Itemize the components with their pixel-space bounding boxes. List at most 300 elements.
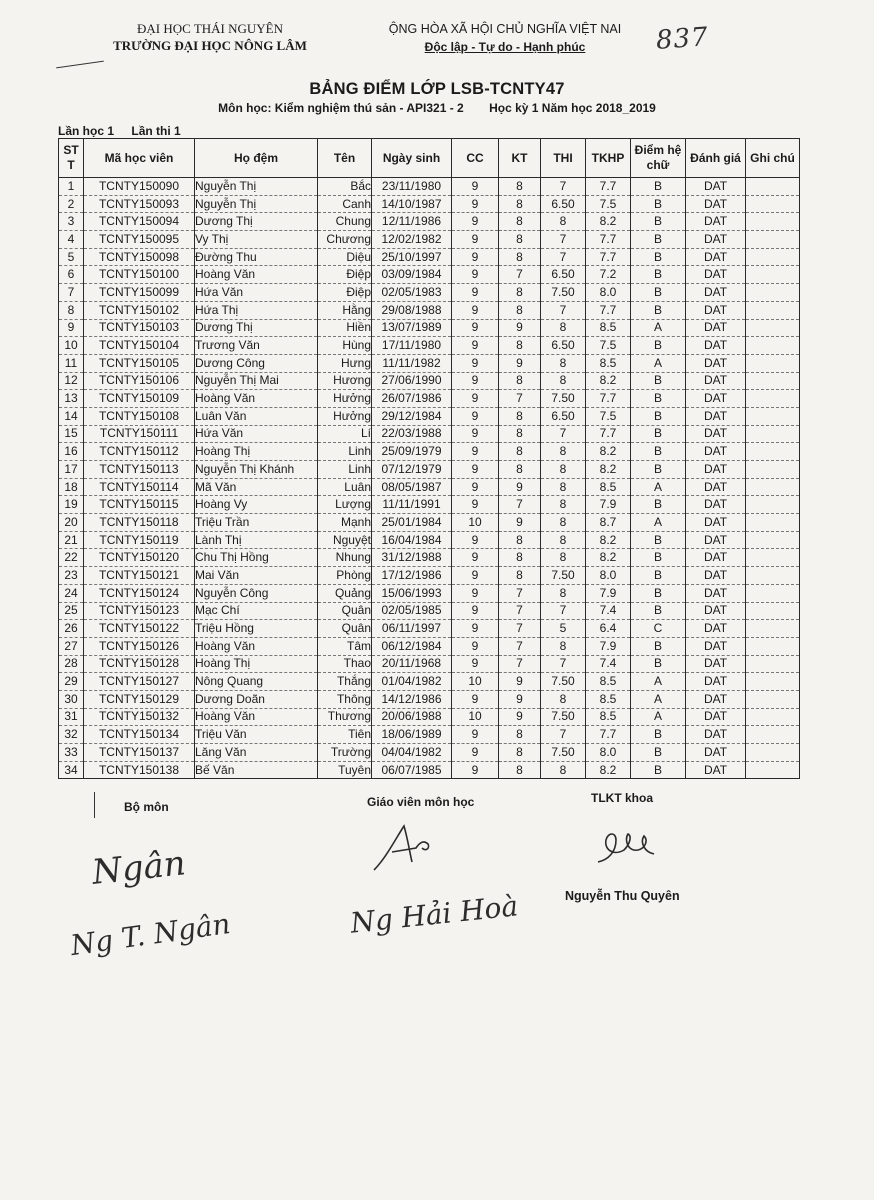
tkhp-cell: 8.0: [586, 744, 631, 762]
thi-cell: 8: [541, 637, 586, 655]
thi-cell: 7: [541, 655, 586, 673]
kt-cell: 9: [499, 673, 541, 691]
note-cell: [746, 443, 800, 461]
thi-cell: 8: [541, 584, 586, 602]
letter-grade-cell: B: [631, 461, 686, 479]
letter-grade-cell: B: [631, 248, 686, 266]
stt-cell: 15: [59, 425, 84, 443]
header-divider: [56, 61, 104, 69]
letter-grade-cell: A: [631, 673, 686, 691]
note-cell: [746, 390, 800, 408]
tkhp-cell: 6.4: [586, 620, 631, 638]
surname-cell: Lăng Văn: [195, 744, 318, 762]
letter-grade-cell: B: [631, 549, 686, 567]
given-name-cell: Quân: [318, 620, 372, 638]
kt-cell: 8: [499, 425, 541, 443]
given-name-cell: Chung: [318, 213, 372, 231]
thi-cell: 8: [541, 354, 586, 372]
table-row: [59, 708, 800, 726]
thi-cell: 6.50: [541, 266, 586, 284]
letter-grade-cell: B: [631, 213, 686, 231]
table-row: [59, 744, 800, 762]
tkhp-cell: 7.4: [586, 655, 631, 673]
stt-cell: 7: [59, 284, 84, 302]
evaluation-cell: DAT: [686, 461, 746, 479]
given-name-cell: Chương: [318, 231, 372, 249]
note-cell: [746, 744, 800, 762]
surname-cell: Hứa Văn: [195, 425, 318, 443]
table-row: [59, 602, 800, 620]
letter-grade-cell: B: [631, 178, 686, 196]
dob-cell: 12/11/1986: [372, 213, 452, 231]
dob-cell: 15/06/1993: [372, 584, 452, 602]
kt-cell: 7: [499, 266, 541, 284]
kt-cell: 8: [499, 301, 541, 319]
surname-cell: Hứa Văn: [195, 284, 318, 302]
dob-cell: 11/11/1991: [372, 496, 452, 514]
table-row: [59, 178, 800, 196]
student-id-cell: TCNTY150098: [84, 248, 195, 266]
surname-cell: Hoàng Văn: [195, 708, 318, 726]
tkhp-cell: 8.2: [586, 461, 631, 479]
evaluation-cell: DAT: [686, 620, 746, 638]
cc-cell: 9: [452, 301, 499, 319]
letter-grade-cell: B: [631, 602, 686, 620]
tkhp-cell: 7.7: [586, 248, 631, 266]
cc-cell: 9: [452, 637, 499, 655]
cc-cell: 9: [452, 744, 499, 762]
student-id-cell: TCNTY150124: [84, 584, 195, 602]
evaluation-cell: DAT: [686, 390, 746, 408]
note-cell: [746, 266, 800, 284]
dob-cell: 17/11/1980: [372, 337, 452, 355]
table-row: [59, 213, 800, 231]
stt-cell: 10: [59, 337, 84, 355]
stt-cell: 33: [59, 744, 84, 762]
surname-cell: Mã Văn: [195, 478, 318, 496]
tkhp-cell: 7.7: [586, 301, 631, 319]
stt-cell: 21: [59, 531, 84, 549]
dob-cell: 06/07/1985: [372, 761, 452, 779]
surname-cell: Triệu Hồng: [195, 620, 318, 638]
stt-cell: 28: [59, 655, 84, 673]
student-id-cell: TCNTY150121: [84, 567, 195, 585]
stt-cell: 26: [59, 620, 84, 638]
letter-grade-cell: B: [631, 425, 686, 443]
kt-cell: 9: [499, 354, 541, 372]
surname-cell: Nguyễn Thị: [195, 195, 318, 213]
table-header-row: [59, 139, 800, 178]
thi-cell: 7: [541, 602, 586, 620]
kt-cell: 9: [499, 319, 541, 337]
dob-cell: 03/09/1984: [372, 266, 452, 284]
given-name-cell: Hiền: [318, 319, 372, 337]
study-attempt: Lần học 1: [58, 124, 115, 138]
table-row: [59, 266, 800, 284]
dob-cell: 06/12/1984: [372, 637, 452, 655]
student-id-cell: TCNTY150134: [84, 726, 195, 744]
note-cell: [746, 372, 800, 390]
student-id-cell: TCNTY150112: [84, 443, 195, 461]
stt-cell: 25: [59, 602, 84, 620]
surname-cell: Dương Thị: [195, 319, 318, 337]
given-name-cell: Tâm: [318, 637, 372, 655]
table-row: [59, 584, 800, 602]
dob-cell: 01/04/1982: [372, 673, 452, 691]
given-name-cell: Linh: [318, 443, 372, 461]
given-name-cell: Thao: [318, 655, 372, 673]
given-name-cell: Luân: [318, 478, 372, 496]
note-cell: [746, 726, 800, 744]
given-name-cell: Hùng: [318, 337, 372, 355]
student-id-cell: TCNTY150119: [84, 531, 195, 549]
surname-cell: Hoàng Văn: [195, 266, 318, 284]
stt-cell: 30: [59, 690, 84, 708]
tkhp-cell: 8.7: [586, 514, 631, 532]
letter-grade-cell: A: [631, 319, 686, 337]
cc-cell: 9: [452, 284, 499, 302]
grades-table: [58, 138, 800, 779]
evaluation-cell: DAT: [686, 637, 746, 655]
cc-cell: 9: [452, 567, 499, 585]
surname-cell: Luân Văn: [195, 407, 318, 425]
table-row: [59, 637, 800, 655]
student-id-cell: TCNTY150120: [84, 549, 195, 567]
evaluation-cell: DAT: [686, 514, 746, 532]
dob-cell: 20/06/1988: [372, 708, 452, 726]
department-label: Bộ môn: [124, 800, 169, 814]
cc-cell: 9: [452, 620, 499, 638]
given-name-cell: Lượng: [318, 496, 372, 514]
faculty-printed-name: Nguyễn Thu Quyên: [565, 889, 680, 903]
letter-grade-cell: B: [631, 195, 686, 213]
col-letter-grade: Điểm hệ chữ: [631, 139, 686, 178]
evaluation-cell: DAT: [686, 567, 746, 585]
thi-cell: 7.50: [541, 744, 586, 762]
col-tkhp: TKHP: [586, 139, 631, 178]
table-row: [59, 195, 800, 213]
surname-cell: Triệu Trần: [195, 514, 318, 532]
given-name-cell: Thương: [318, 708, 372, 726]
col-evaluation: Đánh giá: [686, 139, 746, 178]
given-name-cell: Hằng: [318, 301, 372, 319]
tkhp-cell: 8.2: [586, 213, 631, 231]
note-cell: [746, 531, 800, 549]
tkhp-cell: 8.2: [586, 443, 631, 461]
thi-cell: 6.50: [541, 337, 586, 355]
thi-cell: 7: [541, 248, 586, 266]
evaluation-cell: DAT: [686, 354, 746, 372]
given-name-cell: Linh: [318, 461, 372, 479]
faculty-label: TLKT khoa: [591, 791, 653, 805]
cc-cell: 9: [452, 549, 499, 567]
stt-cell: 16: [59, 443, 84, 461]
stt-cell: 23: [59, 567, 84, 585]
table-row: [59, 354, 800, 372]
table-row: [59, 425, 800, 443]
table-row: [59, 372, 800, 390]
col-stt: ST T: [59, 139, 84, 178]
university-header: [100, 20, 320, 54]
stt-cell: 13: [59, 390, 84, 408]
department-handwritten-name: Ng T. Ngân: [68, 906, 233, 963]
student-id-cell: TCNTY150090: [84, 178, 195, 196]
student-id-cell: TCNTY150115: [84, 496, 195, 514]
letter-grade-cell: B: [631, 231, 686, 249]
student-id-cell: TCNTY150118: [84, 514, 195, 532]
surname-cell: Lành Thị: [195, 531, 318, 549]
evaluation-cell: DAT: [686, 655, 746, 673]
kt-cell: 9: [499, 514, 541, 532]
table-row: [59, 337, 800, 355]
cc-cell: 10: [452, 673, 499, 691]
letter-grade-cell: A: [631, 690, 686, 708]
tkhp-cell: 8.0: [586, 567, 631, 585]
tkhp-cell: 7.5: [586, 407, 631, 425]
attempt-line: [58, 124, 195, 138]
dob-cell: 02/05/1983: [372, 284, 452, 302]
letter-grade-cell: B: [631, 266, 686, 284]
kt-cell: 8: [499, 195, 541, 213]
cc-cell: 10: [452, 514, 499, 532]
term-label: Học kỳ 1 Năm học 2018_2019: [489, 101, 656, 115]
letter-grade-cell: B: [631, 337, 686, 355]
letter-grade-cell: B: [631, 301, 686, 319]
letter-grade-cell: B: [631, 761, 686, 779]
evaluation-cell: DAT: [686, 425, 746, 443]
table-row: [59, 461, 800, 479]
teacher-label: Giáo viên môn học: [367, 795, 475, 809]
given-name-cell: Trường: [318, 744, 372, 762]
given-name-cell: Bắc: [318, 178, 372, 196]
note-cell: [746, 514, 800, 532]
student-id-cell: TCNTY150104: [84, 337, 195, 355]
stt-cell: 12: [59, 372, 84, 390]
tkhp-cell: 7.5: [586, 337, 631, 355]
cc-cell: 9: [452, 390, 499, 408]
dob-cell: 31/12/1988: [372, 549, 452, 567]
kt-cell: 8: [499, 231, 541, 249]
surname-cell: Nguyễn Thị Mai: [195, 372, 318, 390]
evaluation-cell: DAT: [686, 248, 746, 266]
col-cc: CC: [452, 139, 499, 178]
tkhp-cell: 7.7: [586, 726, 631, 744]
cc-cell: 9: [452, 761, 499, 779]
tkhp-cell: 7.7: [586, 390, 631, 408]
stt-cell: 8: [59, 301, 84, 319]
thi-cell: 7.50: [541, 673, 586, 691]
letter-grade-cell: A: [631, 478, 686, 496]
tkhp-cell: 7.9: [586, 496, 631, 514]
dob-cell: 25/09/1979: [372, 443, 452, 461]
cc-cell: 9: [452, 726, 499, 744]
given-name-cell: Mạnh: [318, 514, 372, 532]
tkhp-cell: 8.5: [586, 478, 631, 496]
stt-cell: 31: [59, 708, 84, 726]
stt-cell: 11: [59, 354, 84, 372]
surname-cell: Hoàng Thị: [195, 655, 318, 673]
given-name-cell: Quảng: [318, 584, 372, 602]
cc-cell: 9: [452, 690, 499, 708]
letter-grade-cell: A: [631, 514, 686, 532]
given-name-cell: Nguyệt: [318, 531, 372, 549]
kt-cell: 7: [499, 584, 541, 602]
note-cell: [746, 301, 800, 319]
note-cell: [746, 195, 800, 213]
note-cell: [746, 496, 800, 514]
kt-cell: 8: [499, 178, 541, 196]
letter-grade-cell: B: [631, 496, 686, 514]
school-name: TRƯỜNG ĐẠI HỌC NÔNG LÂM: [113, 38, 307, 53]
table-row: [59, 301, 800, 319]
faculty-signature: [594, 826, 664, 871]
cc-cell: 9: [452, 319, 499, 337]
kt-cell: 8: [499, 372, 541, 390]
thi-cell: 7: [541, 178, 586, 196]
note-cell: [746, 549, 800, 567]
kt-cell: 8: [499, 549, 541, 567]
surname-cell: Vy Thị: [195, 231, 318, 249]
tkhp-cell: 8.0: [586, 284, 631, 302]
thi-cell: 8: [541, 478, 586, 496]
cc-cell: 9: [452, 584, 499, 602]
grades-body: [59, 178, 800, 779]
kt-cell: 7: [499, 637, 541, 655]
letter-grade-cell: B: [631, 390, 686, 408]
stt-cell: 4: [59, 231, 84, 249]
evaluation-cell: DAT: [686, 531, 746, 549]
dob-cell: 22/03/1988: [372, 425, 452, 443]
stt-cell: 24: [59, 584, 84, 602]
tkhp-cell: 8.2: [586, 549, 631, 567]
dob-cell: 25/01/1984: [372, 514, 452, 532]
dob-cell: 11/11/1982: [372, 354, 452, 372]
evaluation-cell: DAT: [686, 284, 746, 302]
student-id-cell: TCNTY150102: [84, 301, 195, 319]
tkhp-cell: 8.2: [586, 372, 631, 390]
kt-cell: 8: [499, 443, 541, 461]
tkhp-cell: 7.7: [586, 231, 631, 249]
kt-cell: 8: [499, 407, 541, 425]
evaluation-cell: DAT: [686, 178, 746, 196]
col-student-id: Mã học viên: [84, 139, 195, 178]
surname-cell: Nguyễn Thị Khánh: [195, 461, 318, 479]
kt-cell: 8: [499, 248, 541, 266]
kt-cell: 7: [499, 602, 541, 620]
dob-cell: 16/04/1984: [372, 531, 452, 549]
surname-cell: Trương Văn: [195, 337, 318, 355]
dob-cell: 08/05/1987: [372, 478, 452, 496]
note-cell: [746, 567, 800, 585]
note-cell: [746, 231, 800, 249]
surname-cell: Hoàng Vy: [195, 496, 318, 514]
col-kt: KT: [499, 139, 541, 178]
cc-cell: 9: [452, 496, 499, 514]
note-cell: [746, 319, 800, 337]
table-row: [59, 443, 800, 461]
thi-cell: 8: [541, 461, 586, 479]
stt-cell: 1: [59, 178, 84, 196]
evaluation-cell: DAT: [686, 195, 746, 213]
given-name-cell: Lí: [318, 425, 372, 443]
thi-cell: 7.50: [541, 708, 586, 726]
surname-cell: Dương Công: [195, 354, 318, 372]
kt-cell: 8: [499, 726, 541, 744]
thi-cell: 7: [541, 726, 586, 744]
thi-cell: 8: [541, 319, 586, 337]
cc-cell: 9: [452, 531, 499, 549]
dob-cell: 04/04/1982: [372, 744, 452, 762]
teacher-signature: [368, 818, 438, 878]
given-name-cell: Điệp: [318, 266, 372, 284]
evaluation-cell: DAT: [686, 372, 746, 390]
given-name-cell: Hưởng: [318, 407, 372, 425]
table-row: [59, 690, 800, 708]
student-id-cell: TCNTY150103: [84, 319, 195, 337]
teacher-handwritten-name: Ng Hải Hoà: [348, 889, 520, 940]
evaluation-cell: DAT: [686, 584, 746, 602]
tkhp-cell: 8.5: [586, 673, 631, 691]
student-id-cell: TCNTY150128: [84, 655, 195, 673]
evaluation-cell: DAT: [686, 496, 746, 514]
letter-grade-cell: B: [631, 567, 686, 585]
dob-cell: 07/12/1979: [372, 461, 452, 479]
note-cell: [746, 673, 800, 691]
table-row: [59, 567, 800, 585]
surname-cell: Nguyễn Thị: [195, 178, 318, 196]
letter-grade-cell: B: [631, 584, 686, 602]
dob-cell: 27/06/1990: [372, 372, 452, 390]
thi-cell: 5: [541, 620, 586, 638]
cc-cell: 9: [452, 337, 499, 355]
thi-cell: 8: [541, 372, 586, 390]
cc-cell: 9: [452, 231, 499, 249]
student-id-cell: TCNTY150106: [84, 372, 195, 390]
given-name-cell: Hưng: [318, 354, 372, 372]
stt-cell: 19: [59, 496, 84, 514]
dob-cell: 23/11/1980: [372, 178, 452, 196]
thi-cell: 7.50: [541, 567, 586, 585]
thi-cell: 8: [541, 531, 586, 549]
exam-attempt: Lần thi 1: [131, 124, 181, 138]
table-row: [59, 655, 800, 673]
kt-cell: 7: [499, 496, 541, 514]
evaluation-cell: DAT: [686, 690, 746, 708]
dob-cell: 29/12/1984: [372, 407, 452, 425]
evaluation-cell: DAT: [686, 673, 746, 691]
stt-cell: 17: [59, 461, 84, 479]
cc-cell: 9: [452, 425, 499, 443]
col-dob: Ngày sinh: [372, 139, 452, 178]
table-row: [59, 620, 800, 638]
tkhp-cell: 7.4: [586, 602, 631, 620]
thi-cell: 7: [541, 301, 586, 319]
dob-cell: 29/08/1988: [372, 301, 452, 319]
evaluation-cell: DAT: [686, 301, 746, 319]
dob-cell: 13/07/1989: [372, 319, 452, 337]
evaluation-cell: DAT: [686, 319, 746, 337]
stt-cell: 5: [59, 248, 84, 266]
tkhp-cell: 8.5: [586, 690, 631, 708]
tkhp-cell: 7.7: [586, 178, 631, 196]
stt-cell: 2: [59, 195, 84, 213]
letter-grade-cell: C: [631, 620, 686, 638]
stt-cell: 14: [59, 407, 84, 425]
student-id-cell: TCNTY150100: [84, 266, 195, 284]
table-row: [59, 726, 800, 744]
cc-cell: 9: [452, 178, 499, 196]
thi-cell: 7: [541, 231, 586, 249]
